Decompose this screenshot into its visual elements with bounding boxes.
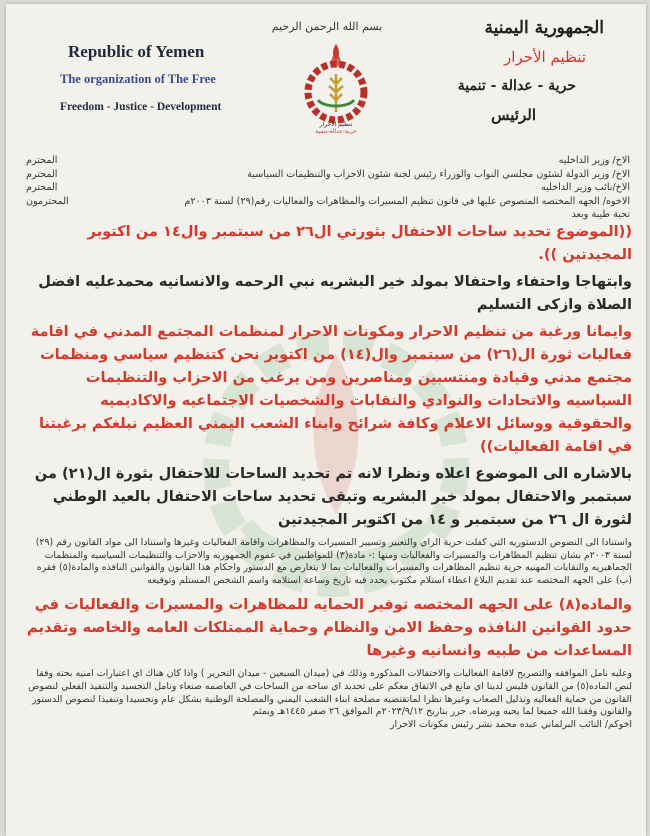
addressee-honorific: المحترم	[26, 182, 58, 193]
addressee-name: الاخ/نائب وزير الداخليه	[540, 182, 630, 193]
reference-paragraph: بالاشاره الى الموضوع اعلاه ونظرا لانه تم تحديد الساحات للاحتفال بثورة ال(٢١) من سبتمبر والاحتفال بمولد خير البشريه وتبقى تحديد ساحات الاحتفال بالعيد الوطني لثورة ال ٢٦ من سبتمبر و ١٤ من اكتوبر المجيدتين	[34, 465, 632, 528]
signature-line: اخوكم/ النائب البرلماني عبده محمد بشر رئيس مكونات الاحرار	[389, 718, 632, 730]
addressee-list	[26, 154, 630, 222]
addressee-row	[26, 181, 630, 195]
addressee-row	[26, 154, 630, 168]
arabic-president-title: الرئيس	[491, 106, 536, 124]
addressee-row	[26, 168, 630, 182]
addressee-row	[26, 195, 630, 209]
letter-sheet	[6, 4, 646, 836]
article-8-paragraph: والماده(٨) على الجهه المختصه توفير الحمايه للمظاهرات والمسيرات والفعاليات في حدود القوانين النافذه وحفظ الامن والنظام وحماية الممتلكات العامه والخاصه وتقديم المساعدات من طبيه وانسانيه وغيرها	[27, 596, 632, 660]
faith-paragraph: وايمانا ورغبة من تنظيم الاحرار ومكونات الاحرار لمنظمات المجتمع المدني في اقامة فعاليات ثورة ال(٢٦) من سبتمبر وال(١٤) من اكتوبر نحن كتنظيم سياسي ومنظمات مجتمع مدني وقيادة ومنتسبين ومناصرين ومن يرغب من الاحزاب والتنظيمات السياسيه والاتحادات والنوادي والنقابات والشخصيات الاجتماعيه والاكاديميه والحقوقية ووسائل الاعلام وكافة شرائح وابناء الشعب اليمني العظيم نبلغكم برغبتنا في اقامة الفعاليات))	[30, 323, 632, 455]
addressee-honorific: المحترم	[26, 168, 58, 180]
arabic-republic-title: الجمهورية اليمنية	[484, 18, 604, 38]
logo-caption-2: حرية-عدالة-تنمية	[315, 128, 357, 134]
addressee-name: الاخوه/ الجهه المختصه المنصوص عليها في قانون تنظيم المسيرات والمظاهرات والفعاليات رقم(٢٩) لسنة ٢٠٠٣م	[184, 195, 630, 207]
addressee-name: الاخ/ وزير الداخليه	[558, 155, 630, 166]
subject-line: ((الموضوع تحديد ساحات الاحتفال بثورتي ال٢٦ من سبتمبر وال١٤ من اكتوبر المجيدتين )).	[87, 223, 632, 263]
legal-basis-paragraph: واستنادا الى النصوص الدستوريه التي كفلت حرية الراي والتعبير وتسيير المسيرات والمظاهرات واقامة الفعاليات وغيرها واستنادا الى مواد القانون رقم (٢٩) لسنة ٢٠٠٣م بشان تنظيم المظاهرات والمسيرات والفعاليات ومنها :- مادة(٣) للمواطنين في عموم الجمهوريه والاحزاب والتنظيمات السياسيه والمنظمات الجماهيريه والنقابات المهنيه حرية تنظيم المظاهرات والمسيرات والفعاليات بما لا يتعارض مع الدستور واحكام هذا القانون والقوانين النافذه والمادة(٥) فقره (ب) على الجهه المختصه عند تقديم البلاغ اعطاء استلام مكتوب يحدد فيه تاريخ وساعة استلامه واسم الشخص المستلم وتوقيعه	[35, 537, 632, 586]
addressee-honorific: المحترم	[26, 155, 58, 166]
addressee-name: الاخ/ وزير الدولة لشئون مجلسي النواب والوزراء رئيس لجنة شئون الاحزاب والتنظيمات السياسية	[247, 168, 630, 180]
logo-caption-1: تنظيم الاحرار	[319, 121, 353, 128]
arabic-organization: تنظيم الأحرار	[504, 48, 586, 66]
celebration-paragraph: وابتهاجا واحتفاء واحتفالا بمولد خير البشريه نبي الرحمه والانسانيه محمدعليه افضل الصلاة وازكى التسليم	[38, 273, 632, 313]
closing-paragraph: وعليه نامل الموافقه والتصريح لاقامة الفعاليات والاحتفالات المذكوره وذلك في (ميدان السبعين - ميدان التحرير ) واذا كان هناك اي اعتبارات امنيه بحته وفقا لنص الماده(٥) من القانون فليس لدينا اي مانع في الاتفاق معكم على تحديد اي ساحه من الساحات في العاصمه صنعاء ونامل التجسيد والتنفيذ الفعلي لنصوص القانون من حماية الفعاليه وتذليل الصعاب وغيرها نظرا لماتقتضيه مصلحة ابناء الشعب اليمني والمصلحة الوطنية بشكل عام وتجسيدا وتنفيذا لنصوص الدستور والقانون وفقنا الله جميعا لما يحبه ويرضاه. حرر بتاريخ ٢٠٢٣/٩/١٢م الموافق ٢٦ صفر ١٤٤٥هـ وبمثم	[28, 668, 632, 718]
english-motto: Freedom - Justice - Development	[60, 101, 222, 113]
organization-logo-icon	[296, 34, 376, 134]
addressee-honorific: المحترمون	[26, 195, 69, 207]
english-organization: The organization of The Free	[60, 72, 216, 86]
basmala: بسم الله الرحمن الرحيم	[271, 20, 383, 33]
arabic-motto: حرية - عدالة - تنمية	[457, 78, 576, 94]
english-title: Republic of Yemen	[68, 42, 205, 61]
letter-body	[26, 220, 632, 731]
arabic-header	[416, 18, 616, 124]
greeting: تحية طيبة وبعد	[571, 209, 630, 220]
english-header	[30, 42, 240, 113]
